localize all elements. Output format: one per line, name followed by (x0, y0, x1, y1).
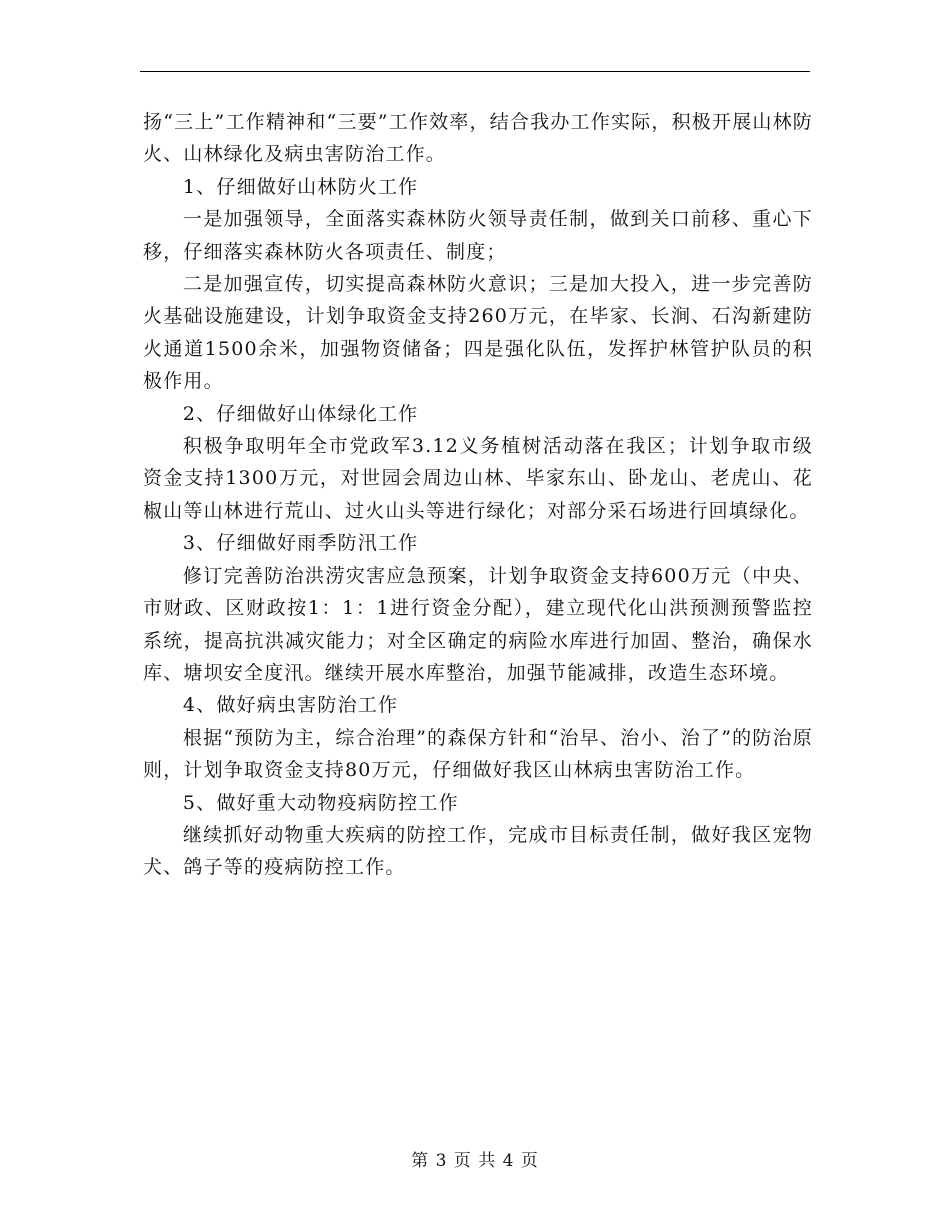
section-heading-3: 3、仔细做好雨季防汛工作 (182, 532, 419, 555)
paragraph-2: 一是加强领导，全面落实森林防火领导责任制，做到关口前移、重心下移，仔细落实森林防火各项责任、制度； (143, 208, 813, 263)
document-body (143, 106, 813, 884)
section-heading-2: 2、仔细做好山体绿化工作 (182, 402, 419, 425)
header-rule (140, 71, 810, 72)
paragraph-1: 扬“三上”工作精神和“三要”工作效率，结合我办工作实际，积极开展山林防火、山林绿化及病虫害防治工作。 (143, 111, 813, 166)
section-heading-5: 5、做好重大动物疫病防控工作 (182, 791, 459, 814)
section-heading-1: 1、仔细做好山林防火工作 (182, 175, 419, 198)
paragraph-7: 继续抓好动物重大疾病的防控工作，完成市目标责任制，做好我区宠物犬、鸽子等的疫病防控工作。 (143, 823, 813, 879)
paragraph-3: 二是加强宣传，切实提高森林防火意识；三是加大投入，进一步完善防火基础设施建设，计划争取资金支持260万元，在毕家、长涧、石沟新建防火通道1500余米，加强物资储备；四是强化队伍，发挥护林管护队员的积极作用。 (143, 273, 813, 393)
page-number-footer: 第 3 页 共 4 页 (411, 1151, 539, 1171)
paragraph-4: 积极争取明年全市党政军3.12义务植树活动落在我区；计划争取市级资金支持1300万元，对世园会周边山林、毕家东山、卧龙山、老虎山、花椒山等山林进行荒山、过火山头等进行绿化；对部分采石场进行回填绿化。 (143, 435, 813, 522)
paragraph-5: 修订完善防治洪涝灾害应急预案，计划争取资金支持600万元（中央、市财政、区财政按1：1：1进行资金分配），建立现代化山洪预测预警监控系统，提高抗洪减灾能力；对全区确定的病险水库进行加固、整治，确保水库、塘坝安全度汛。继续开展水库整治，加强节能减排，改造生态环境。 (143, 564, 813, 684)
paragraph-6: 根据“预防为主，综合治理”的森保方针和“治早、治小、治了”的防治原则，计划争取资金支持80万元，仔细做好我区山林病虫害防治工作。 (143, 726, 813, 782)
section-heading-4: 4、做好病虫害防治工作 (182, 694, 399, 717)
